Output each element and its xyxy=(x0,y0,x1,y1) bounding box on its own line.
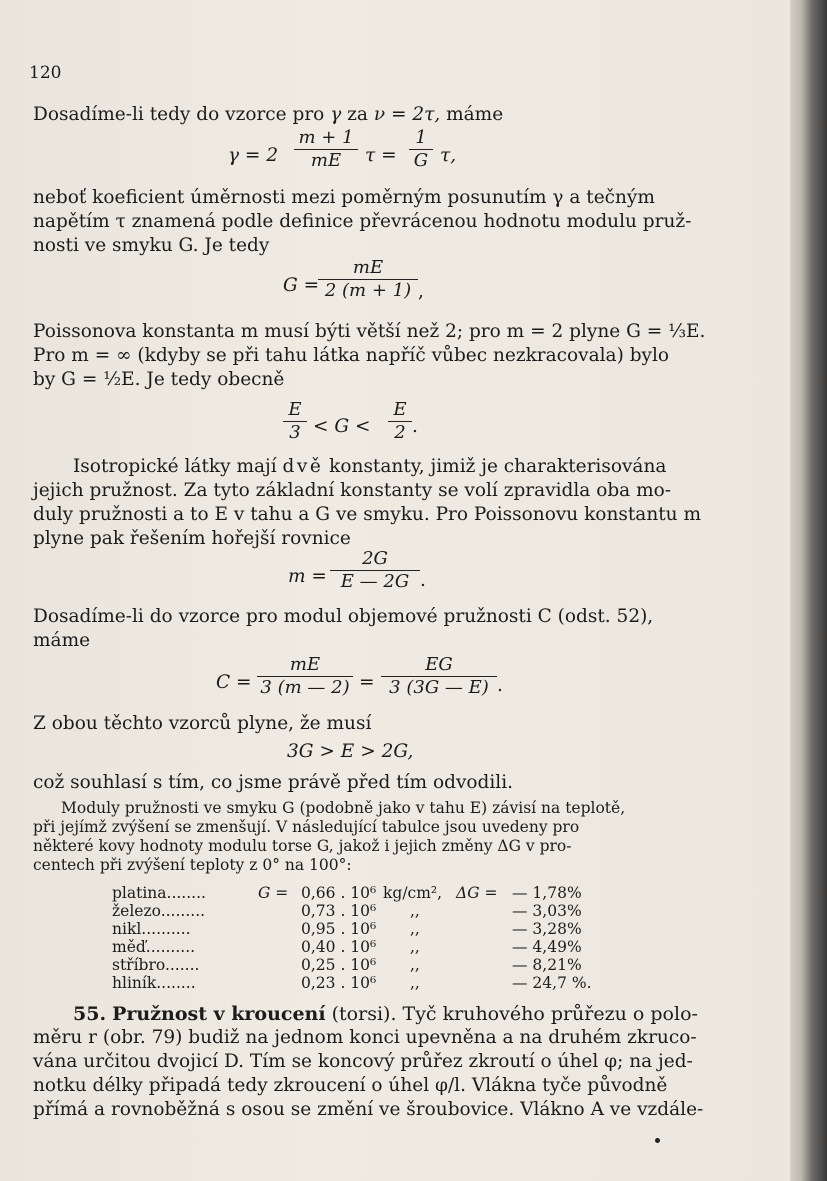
eq1-lhs: γ = 2 xyxy=(228,145,279,166)
section-number: 55. xyxy=(73,1003,107,1025)
leader-dots: ........ xyxy=(156,974,196,992)
metal-name: stříbro xyxy=(112,956,165,974)
leader-dots: ........ xyxy=(166,884,206,902)
para6: což souhlasí s tím, co jsme právě před tím odvodili. xyxy=(33,772,514,793)
eq1-numerator-1: m + 1 xyxy=(298,127,354,148)
eq3-denominator-2: 2 xyxy=(394,422,406,443)
section-line-2: měru r (obr. 79) budiž na jednom konci upevněna a na druhém zkruco- xyxy=(33,1027,697,1048)
eq2-denominator: 2 (m + 1) xyxy=(324,280,412,301)
modulus-value: 0,66 . 10⁶ xyxy=(301,884,377,902)
intro-line xyxy=(33,104,503,126)
section-subtitle: (torsi). xyxy=(325,1003,397,1025)
para1-line-3: nosti ve smyku G. Je tedy xyxy=(33,235,270,256)
eq4-denominator: E — 2G xyxy=(340,571,410,592)
eq4-numerator: 2G xyxy=(362,548,388,569)
para1-line-2: napětím τ znamená podle definice převrácenou hodnotu modulu pruž- xyxy=(33,211,692,232)
para3-line-1 xyxy=(73,456,666,478)
leader-dots: .......... xyxy=(145,938,196,956)
change-value: — 1,78% xyxy=(512,884,582,902)
unit: ,, xyxy=(410,938,420,956)
eq2-end: , xyxy=(418,281,424,302)
leader-dots: ......... xyxy=(160,902,206,920)
dg-label: ΔG = xyxy=(456,884,498,902)
equation-inequality: 3G > E > 2G, xyxy=(287,741,414,762)
para1-line-1: neboť koeficient úměrnosti mezi poměrným posunutím γ a tečným xyxy=(33,187,655,208)
para5: Z obou těchto vzorců plyne, že musí xyxy=(33,713,372,734)
leader-dots: .......... xyxy=(141,920,191,938)
change-value: — 3,03% xyxy=(512,902,582,920)
modulus-value: 0,95 . 10⁶ xyxy=(301,920,377,938)
section-line-3: vána určitou dvojicí D. Tím se koncový průřez zkroutí o úhel φ; na jed- xyxy=(33,1051,693,1072)
eq2-fraction xyxy=(318,258,418,301)
eq5-end: . xyxy=(497,675,503,696)
section-line-4: notku délky připadá tedy zkroucení o úhel φ/l. Vlákna tyče původně xyxy=(33,1075,668,1096)
metal-name: nikl xyxy=(112,920,142,938)
eq5-denominator-2: 3 (3G — E) xyxy=(389,677,489,698)
eq3-end: . xyxy=(412,416,418,437)
eq5-lhs: C = xyxy=(216,672,252,693)
eq1-denominator-1: mE xyxy=(310,150,342,171)
intro-nu-equation: ν = 2τ, xyxy=(373,104,441,125)
para3-post: konstanty, jimiž je charakterisována xyxy=(323,456,667,477)
eq5-mid: = xyxy=(359,672,375,693)
metal-name: platina xyxy=(112,884,167,902)
change-value: — 4,49% xyxy=(512,938,582,956)
eq1-mid: τ = xyxy=(365,145,397,166)
eq2-numerator: mE xyxy=(352,257,384,278)
eq3-mid: < G < xyxy=(313,416,371,437)
eq3-numerator-1: E xyxy=(288,399,302,420)
unit: kg/cm², xyxy=(383,884,443,902)
eq5-fraction-1 xyxy=(257,655,353,698)
section-line-5: přímá a rovnoběžná s osou se změní ve šroubovice. Vlákno A ve vzdále- xyxy=(33,1099,704,1120)
para3-line-2: jejich pružnost. Za tyto základní konstanty se volí zpravidla oba mo- xyxy=(33,480,672,501)
unit: ,, xyxy=(410,902,420,920)
metal-name: hliník xyxy=(112,974,157,992)
unit: ,, xyxy=(410,920,420,938)
eq3-denominator-1: 3 xyxy=(289,422,301,443)
modulus-value: 0,73 . 10⁶ xyxy=(301,902,377,920)
eq1-denominator-2: G xyxy=(413,150,429,171)
para2-line-1: Poissonova konstanta m musí býti větší než 2; pro m = 2 plyne G = ⅓E. xyxy=(33,321,706,342)
para3-line-3: duly pružnosti a to E v tahu a G ve smyku. Pro Poissonovu konstantu m xyxy=(33,504,702,525)
intro-prefix: Dosadíme-li tedy do vzorce pro xyxy=(33,104,331,125)
intro-suffix: máme xyxy=(440,104,504,125)
para3-pre: Isotropické látky mají xyxy=(73,456,283,477)
eq5-fraction-2 xyxy=(381,655,497,698)
eq1-fraction-2 xyxy=(409,128,433,171)
change-value: — 8,21% xyxy=(512,956,582,974)
para4-line-2: máme xyxy=(33,630,91,651)
para2-line-3: by G = ½E. Je tedy obecně xyxy=(33,369,285,390)
eq1-end: τ, xyxy=(440,145,457,166)
para3-line-4: plyne pak řešením hořejší rovnice xyxy=(33,528,351,549)
small-para-line-3: některé kovy hodnoty modulu torse G, jakož i jejich změny ΔG v pro- xyxy=(33,837,572,855)
change-value: — 3,28% xyxy=(512,920,582,938)
eq5-numerator-2: EG xyxy=(425,654,453,675)
intro-middle: za xyxy=(341,104,374,125)
intro-gamma: γ xyxy=(330,104,342,125)
eq1-fraction-1 xyxy=(294,128,358,171)
eq4-end: . xyxy=(420,570,426,591)
metal-name: měď xyxy=(112,938,146,956)
modulus-value: 0,25 . 10⁶ xyxy=(301,956,377,974)
page-edge-shadow xyxy=(790,0,827,1181)
leader-dots: ....... xyxy=(164,956,200,974)
section-title: Pružnost v kroucení xyxy=(112,1003,326,1025)
eq5-numerator-1: mE xyxy=(289,654,321,675)
unit: ,, xyxy=(410,974,420,992)
g-prefix: G = xyxy=(258,884,289,902)
change-value: — 24,7 %. xyxy=(512,974,592,992)
page-number: 120 xyxy=(29,63,62,83)
eq3-fraction-1 xyxy=(283,400,307,443)
eq5-denominator-1: 3 (m — 2) xyxy=(260,677,350,698)
unit: ,, xyxy=(410,956,420,974)
section-heading-line xyxy=(73,1003,698,1025)
modulus-value: 0,23 . 10⁶ xyxy=(301,974,377,992)
para2-line-2: Pro m = ∞ (kdyby se při tahu látka napříč vůbec nezkracovala) bylo xyxy=(33,345,670,366)
eq4-fraction xyxy=(330,549,420,592)
para4-line-1: Dosadíme-li do vzorce pro modul objemové pružnosti C (odst. 52), xyxy=(33,606,654,627)
eq2-lhs: G = xyxy=(283,275,320,296)
modulus-value: 0,40 . 10⁶ xyxy=(301,938,377,956)
ink-spot xyxy=(655,1138,660,1143)
para3-spaced-word: dvě xyxy=(282,456,324,477)
small-para-line-4: centech při zvýšení teploty z 0° na 100°: xyxy=(33,856,352,874)
eq3-numerator-2: E xyxy=(393,399,407,420)
section-line-1-rest: Tyč kruhového průřezu o polo- xyxy=(396,1003,698,1025)
eq3-fraction-2 xyxy=(388,400,412,443)
metal-name: železo xyxy=(112,902,161,920)
small-para-line-1: Moduly pružnosti ve smyku G (podobně jako v tahu E) závisí na teplotě, xyxy=(61,799,626,817)
eq1-numerator-2: 1 xyxy=(415,127,427,148)
small-para-line-2: při jejímž zvýšení se zmenšují. V následující tabulce jsou uvedeny pro xyxy=(33,818,580,836)
eq4-lhs: m = xyxy=(288,566,327,587)
